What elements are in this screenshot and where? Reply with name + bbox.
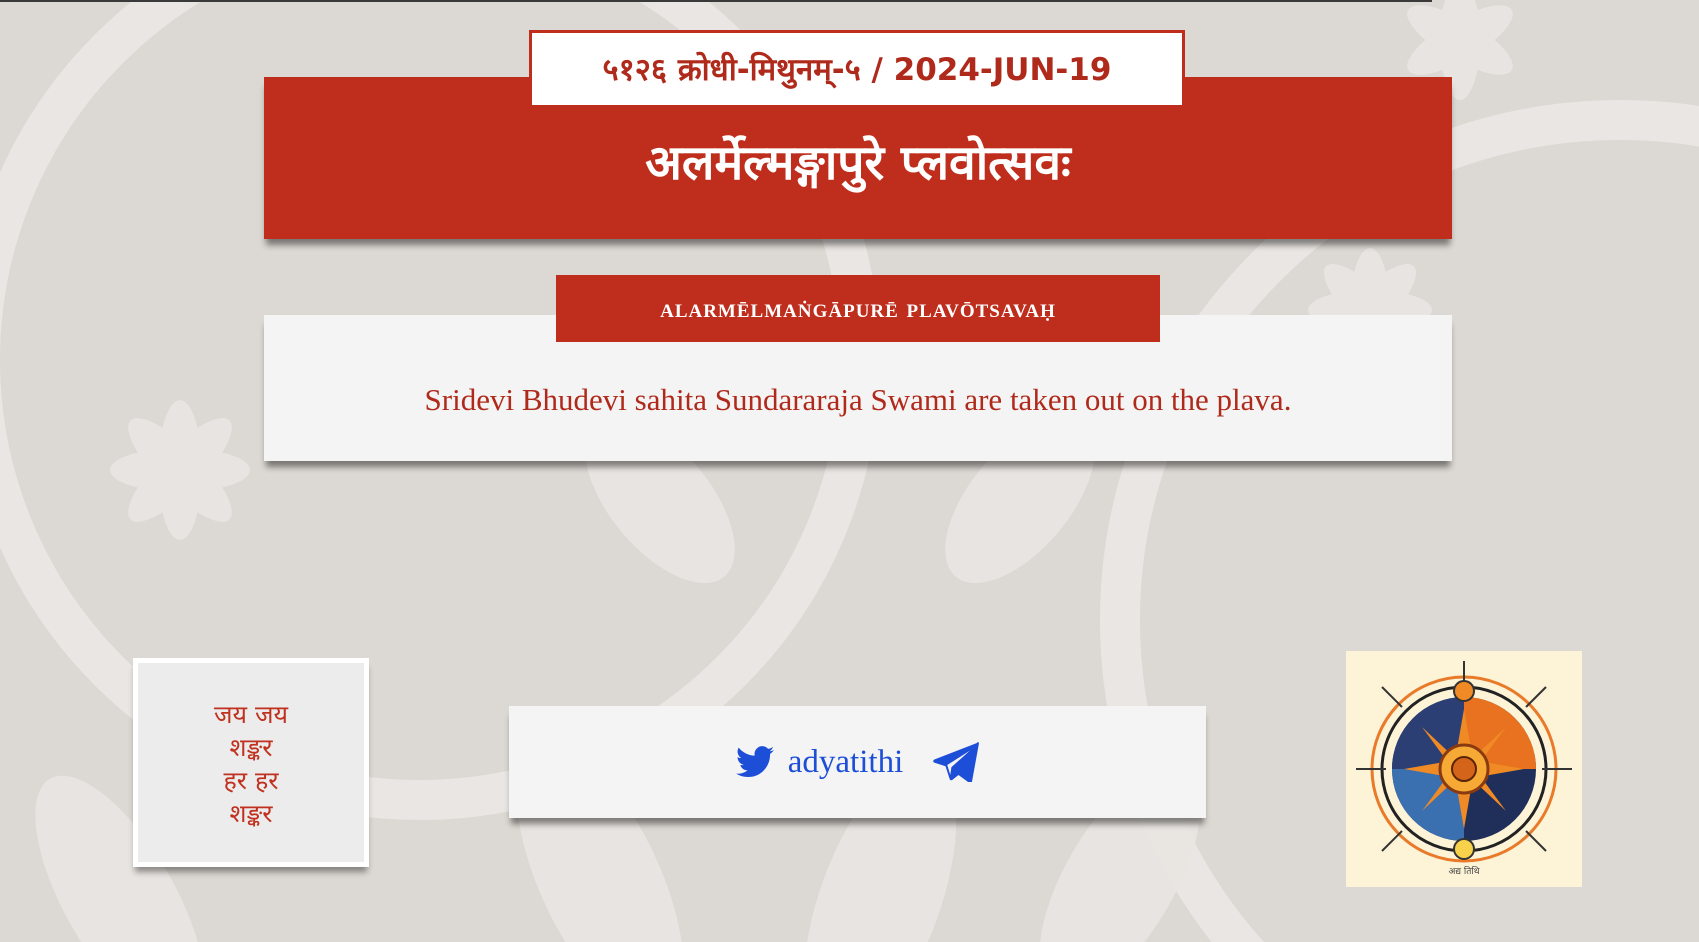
- blessing-box: [133, 658, 369, 867]
- page-title: अलर्मेल्मङ्गापुरे प्लवोत्सवः: [645, 135, 1071, 191]
- blessing-line: शङ्कर: [229, 733, 273, 762]
- twitter-icon[interactable]: [736, 746, 774, 778]
- top-divider: [0, 0, 1432, 2]
- date-label: ५१२६ क्रोधी-मिथुनम्-५ / 2024-JUN-19: [529, 30, 1185, 108]
- blessing-line: शङ्कर: [229, 799, 273, 828]
- transliteration-tag: alarmēlmaṅgāpurē plavōtsavaḥ: [556, 275, 1160, 342]
- compass-sun-icon: [1346, 651, 1582, 887]
- social-card: [509, 706, 1206, 818]
- telegram-icon[interactable]: [933, 742, 979, 782]
- blessing-line: हर हर: [223, 766, 279, 795]
- blessing-line: जय जय: [213, 700, 289, 729]
- logo-caption: अद्य तिथि: [1448, 867, 1480, 877]
- social-handle[interactable]: adyatithi: [787, 743, 904, 780]
- adyatithi-logo: [1346, 651, 1582, 887]
- festival-description: Sridevi Bhudevi sahita Sundararaja Swami are taken out on the plava.: [424, 382, 1292, 417]
